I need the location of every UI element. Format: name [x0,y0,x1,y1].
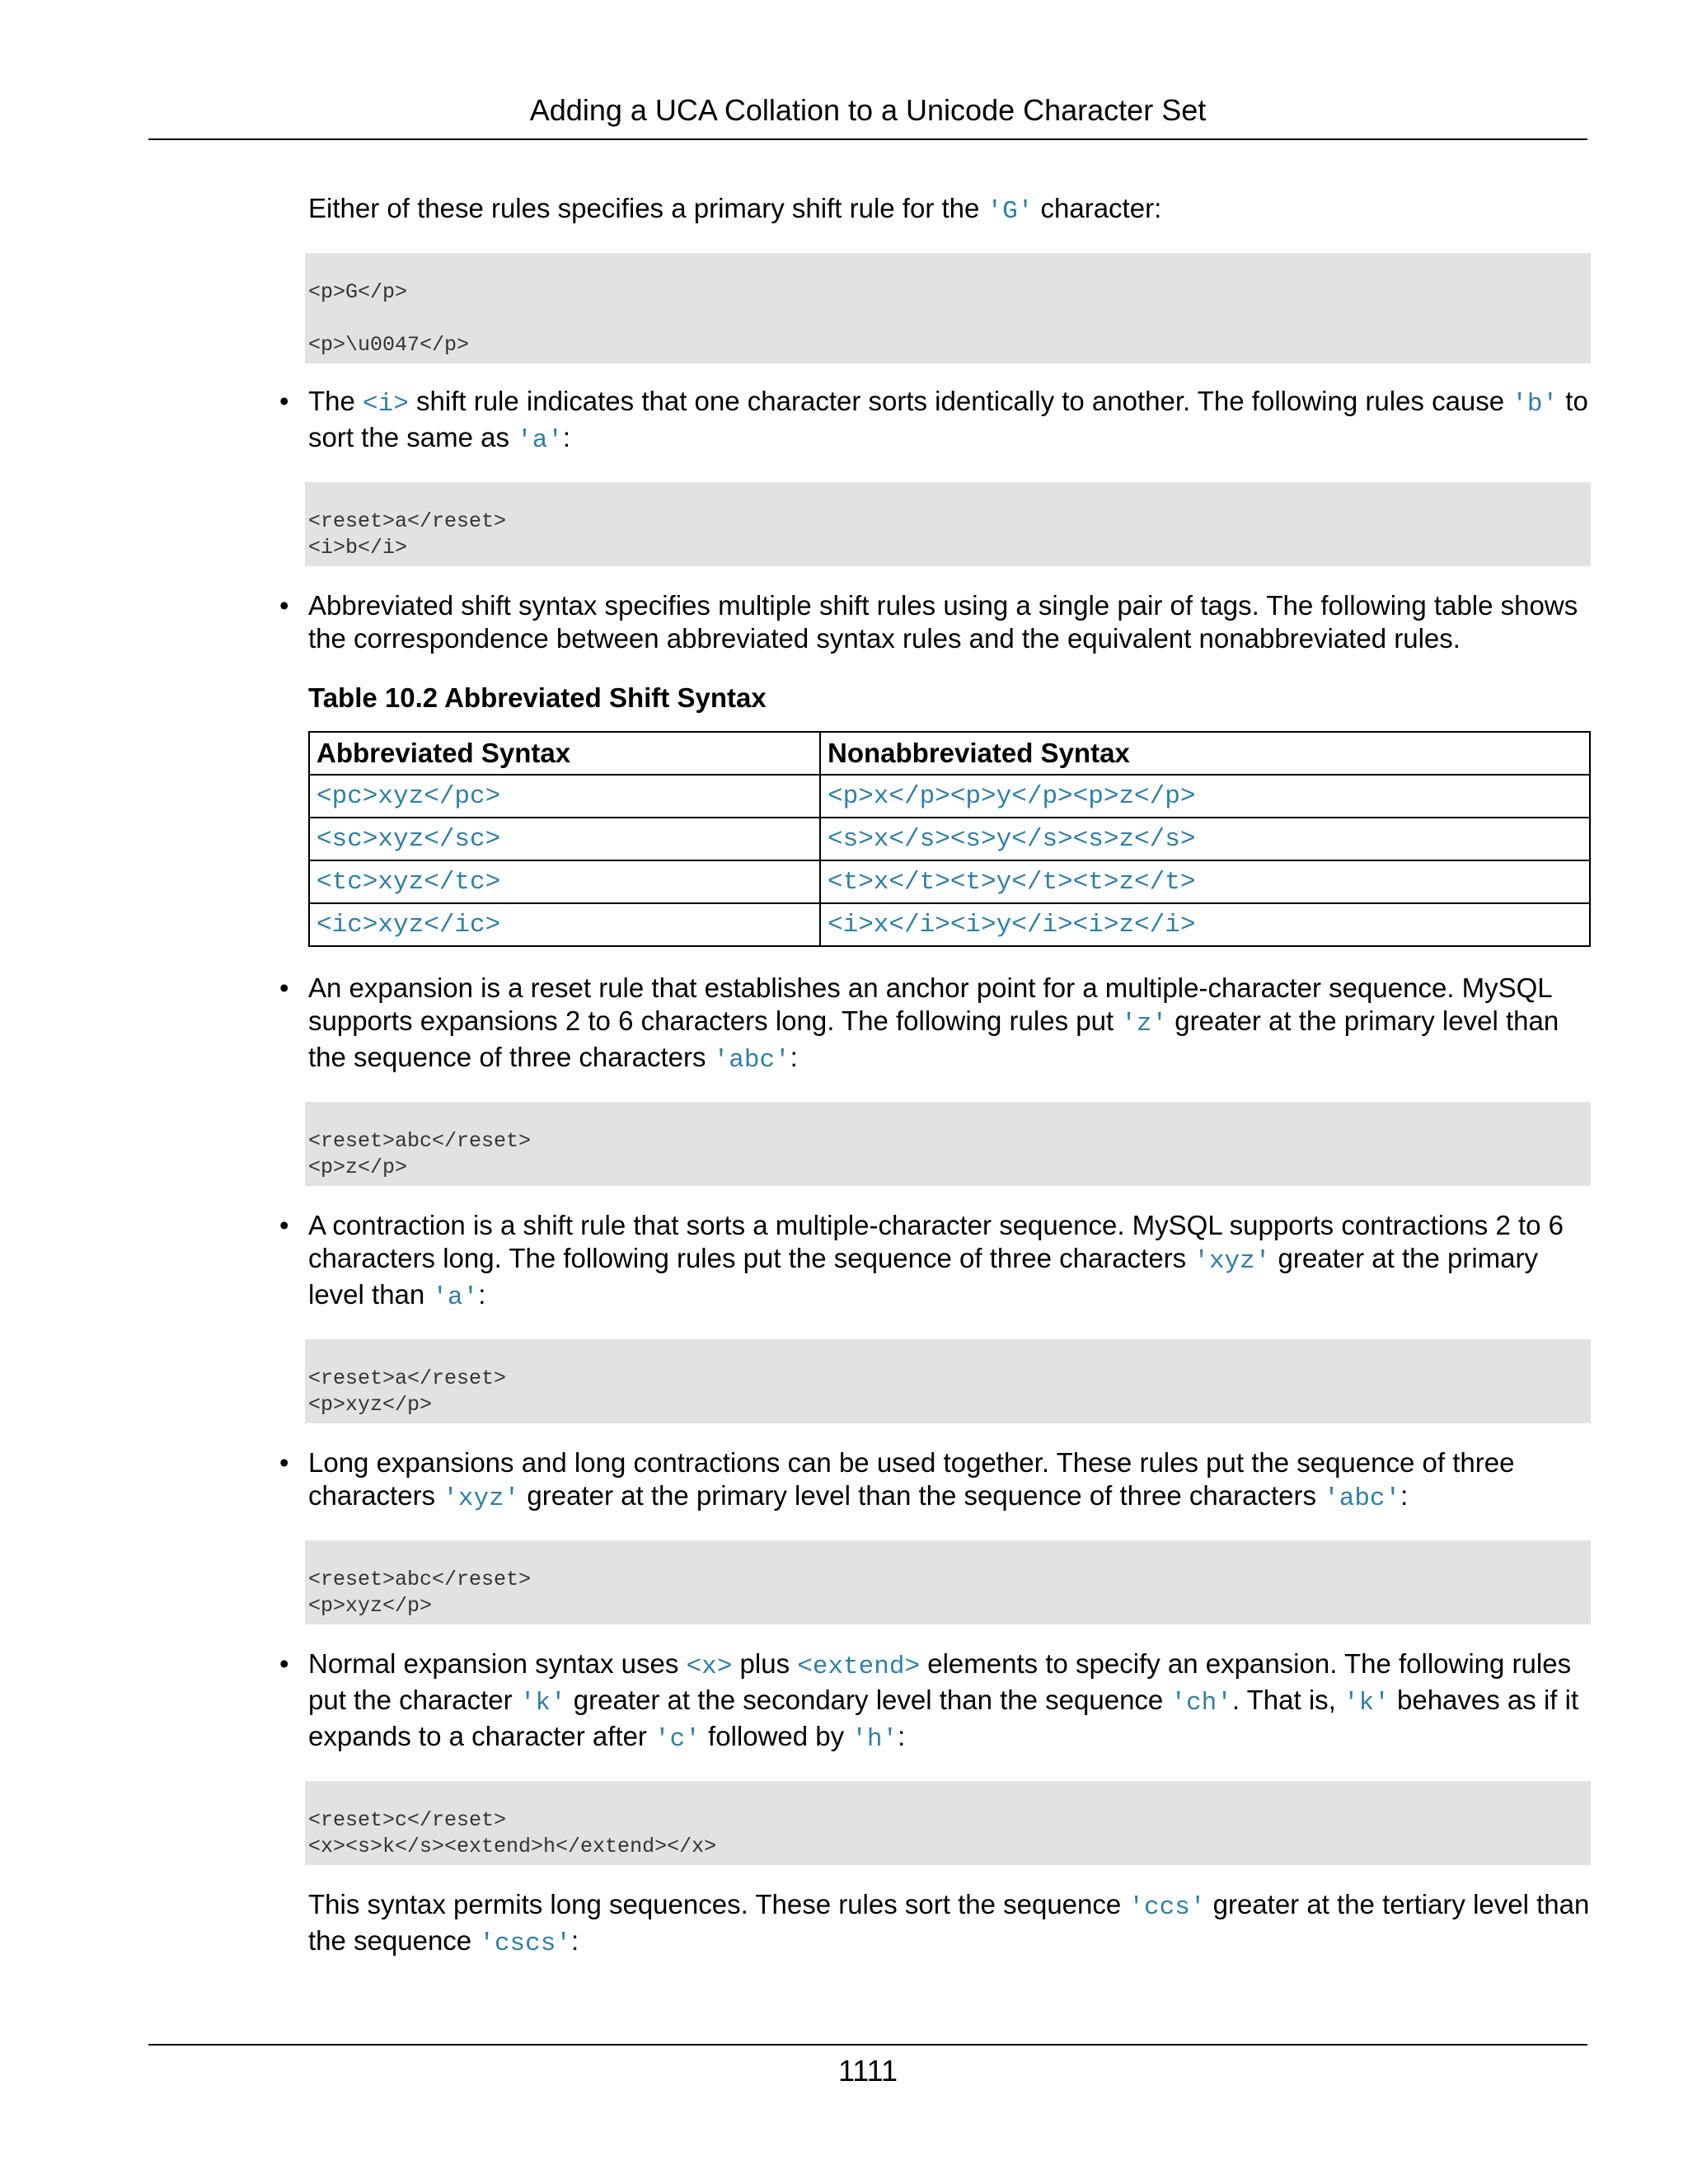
abbreviated-shift-table [308,731,1591,947]
list-item-normal-expansion: • Normal expansion syntax uses <x> plus <extend> elements to specify an expansion. The following rules put the character 'k' greater at the secondary level than the sequence 'ch'. That is, 'k' behaves as if it expands to a character after 'c' followed by 'h': <reset>c</reset> <x><s>k</s><extend>h</extend></x> [308,1647,1591,1865]
code-block-long: <reset>abc</reset> <p>xyz</p> [305,1540,1591,1624]
table-header-cell: Nonabbreviated Syntax [820,732,1590,775]
code-block-identical: <reset>a</reset> <i>b</i> [305,482,1591,566]
page-header-title: Adding a UCA Collation to a Unicode Character Set [529,93,1207,127]
list-item-long: • Long expansions and long contractions can be used together. These rules put the sequence of three characters 'xyz' greater at the primary level than the sequence of three characters 'abc': <reset>abc</reset> <p>xyz</p> [308,1446,1591,1624]
code-block-primary-shift: <p>G</p> <p>\u0047</p> [305,253,1591,363]
table-row: <ic>xyz</ic> <i>x</i><i>y</i><i>z</i> [309,903,1590,946]
list-item-identical-shift: • The <i> shift rule indicates that one character sorts identically to another. The following rules cause 'b' to sort the same as 'a': <reset>a</reset> <i>b</i> [308,385,1591,566]
table-row: <pc>xyz</pc> <p>x</p><p>y</p><p>z</p> [309,775,1590,818]
table-header-cell: Abbreviated Syntax [309,732,820,775]
outro-paragraph: This syntax permits long sequences. These rules sort the sequence 'ccs' greater at the tertiary level than the sequence 'cscs': [308,1889,1590,1958]
list-item-expansion: • An expansion is a reset rule that establishes an anchor point for a multiple-character sequence. MySQL supports expansions 2 to 6 characters long. The following rules put 'z' greater at the primary level than the sequence of three characters 'abc': <reset>abc</reset> <p>z</p> [308,972,1591,1186]
page-footer [148,2044,1587,2088]
code-block-contraction: <reset>a</reset> <p>xyz</p> [305,1339,1591,1423]
table-row: <sc>xyz</sc> <s>x</s><s>y</s><s>z</s> [309,818,1590,860]
code-block-normal-expansion: <reset>c</reset> <x><s>k</s><extend>h</extend></x> [305,1781,1591,1865]
code-block-expansion: <reset>abc</reset> <p>z</p> [305,1102,1591,1186]
rules-list [279,385,1591,1865]
table-title: Table 10.2 Abbreviated Shift Syntax [308,682,767,713]
intro-paragraph: Either of these rules specifies a primary shift rule for the 'G' character: [308,193,1162,226]
list-item-abbreviated: • Abbreviated shift syntax specifies multiple shift rules using a single pair of tags. The following table shows the correspondence between abbreviated syntax rules and the equivalent nonabbreviated rules. Table 10.2 Abbreviated Shift Syntax Abbreviated Syntax Nonabbreviated Syntax <pc>xyz</pc> <p>x</p><p>y</p><p>z</p> <sc>xyz</sc> <s>x</s><s>y</s><s>z</s> <tc>xyz</tc> <t>x</t><t>y</t><t>z</t> <ic>xyz</ic> <i>x</i><i>y</i><i>z</i> [308,589,1591,947]
page-number: 1111 [837,2054,898,2088]
page-header [148,94,1587,140]
page-content [279,192,1591,1961]
table-row: <tc>xyz</tc> <t>x</t><t>y</t><t>z</t> [309,860,1590,903]
list-item-contraction: • A contraction is a shift rule that sorts a multiple-character sequence. MySQL supports contractions 2 to 6 characters long. The following rules put the sequence of three characters 'xyz' greater at the primary level than 'a': <reset>a</reset> <p>xyz</p> [308,1209,1591,1423]
table-header-row [309,732,1590,775]
